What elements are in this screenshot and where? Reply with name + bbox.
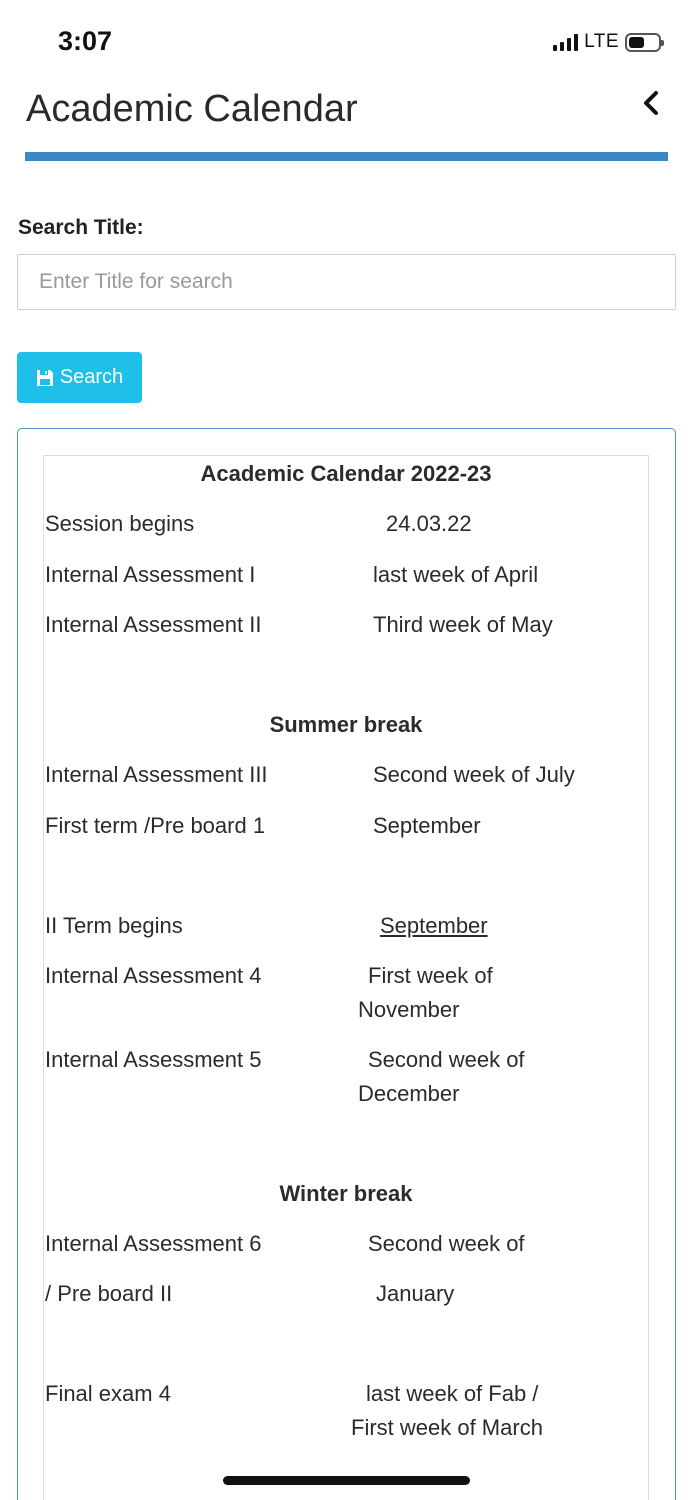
row-value: January xyxy=(376,1281,455,1306)
row-label: Internal Assessment 5 xyxy=(45,1047,262,1072)
save-icon xyxy=(36,369,54,387)
row-label: Session begins xyxy=(45,511,195,536)
row-label: First term /Pre board 1 xyxy=(45,813,266,838)
search-button-label: Search xyxy=(59,366,124,388)
row-value: last week of April xyxy=(373,562,539,587)
calendar-heading: Academic Calendar 2022-23 xyxy=(200,461,492,486)
row-label: II Term begins xyxy=(45,913,183,938)
search-input[interactable] xyxy=(17,254,676,310)
row-label: Internal Assessment 4 xyxy=(45,963,262,988)
row-value: September xyxy=(373,813,481,838)
summer-break-heading: Summer break xyxy=(269,712,423,737)
row-label: Internal Assessment I xyxy=(45,562,256,587)
home-indicator[interactable] xyxy=(223,1476,470,1485)
header-divider xyxy=(25,152,668,161)
row-label: Internal Assessment III xyxy=(45,762,268,787)
row-value: First week of March xyxy=(351,1415,543,1440)
winter-break-heading: Winter break xyxy=(279,1181,413,1206)
row-value: First week of xyxy=(368,963,493,988)
row-label: Internal Assessment II xyxy=(45,612,262,637)
chevron-left-icon xyxy=(642,90,660,116)
row-label: Final exam 4 xyxy=(45,1381,171,1406)
row-label: / Pre board II xyxy=(45,1281,173,1306)
status-bar xyxy=(0,0,693,80)
network-type: LTE xyxy=(584,31,619,52)
battery-icon xyxy=(625,33,661,52)
row-value: 24.03.22 xyxy=(386,511,472,536)
row-value: Second week of July xyxy=(373,762,575,787)
row-value: December xyxy=(358,1081,460,1106)
page-title: Academic Calendar xyxy=(26,88,358,130)
cellular-signal-icon xyxy=(553,33,578,51)
status-time: 3:07 xyxy=(58,26,113,56)
row-value: Second week of xyxy=(368,1047,525,1072)
search-label: Search Title: xyxy=(18,216,144,239)
row-value: Third week of May xyxy=(373,612,553,637)
row-value: Second week of xyxy=(368,1231,525,1256)
row-value: last week of Fab / xyxy=(366,1381,539,1406)
battery-level xyxy=(629,37,644,48)
row-value: November xyxy=(358,997,460,1022)
row-value: September xyxy=(380,913,488,938)
status-indicators xyxy=(553,30,661,54)
row-label: Internal Assessment 6 xyxy=(45,1231,262,1256)
search-button[interactable] xyxy=(17,352,142,403)
back-button[interactable] xyxy=(634,86,668,120)
